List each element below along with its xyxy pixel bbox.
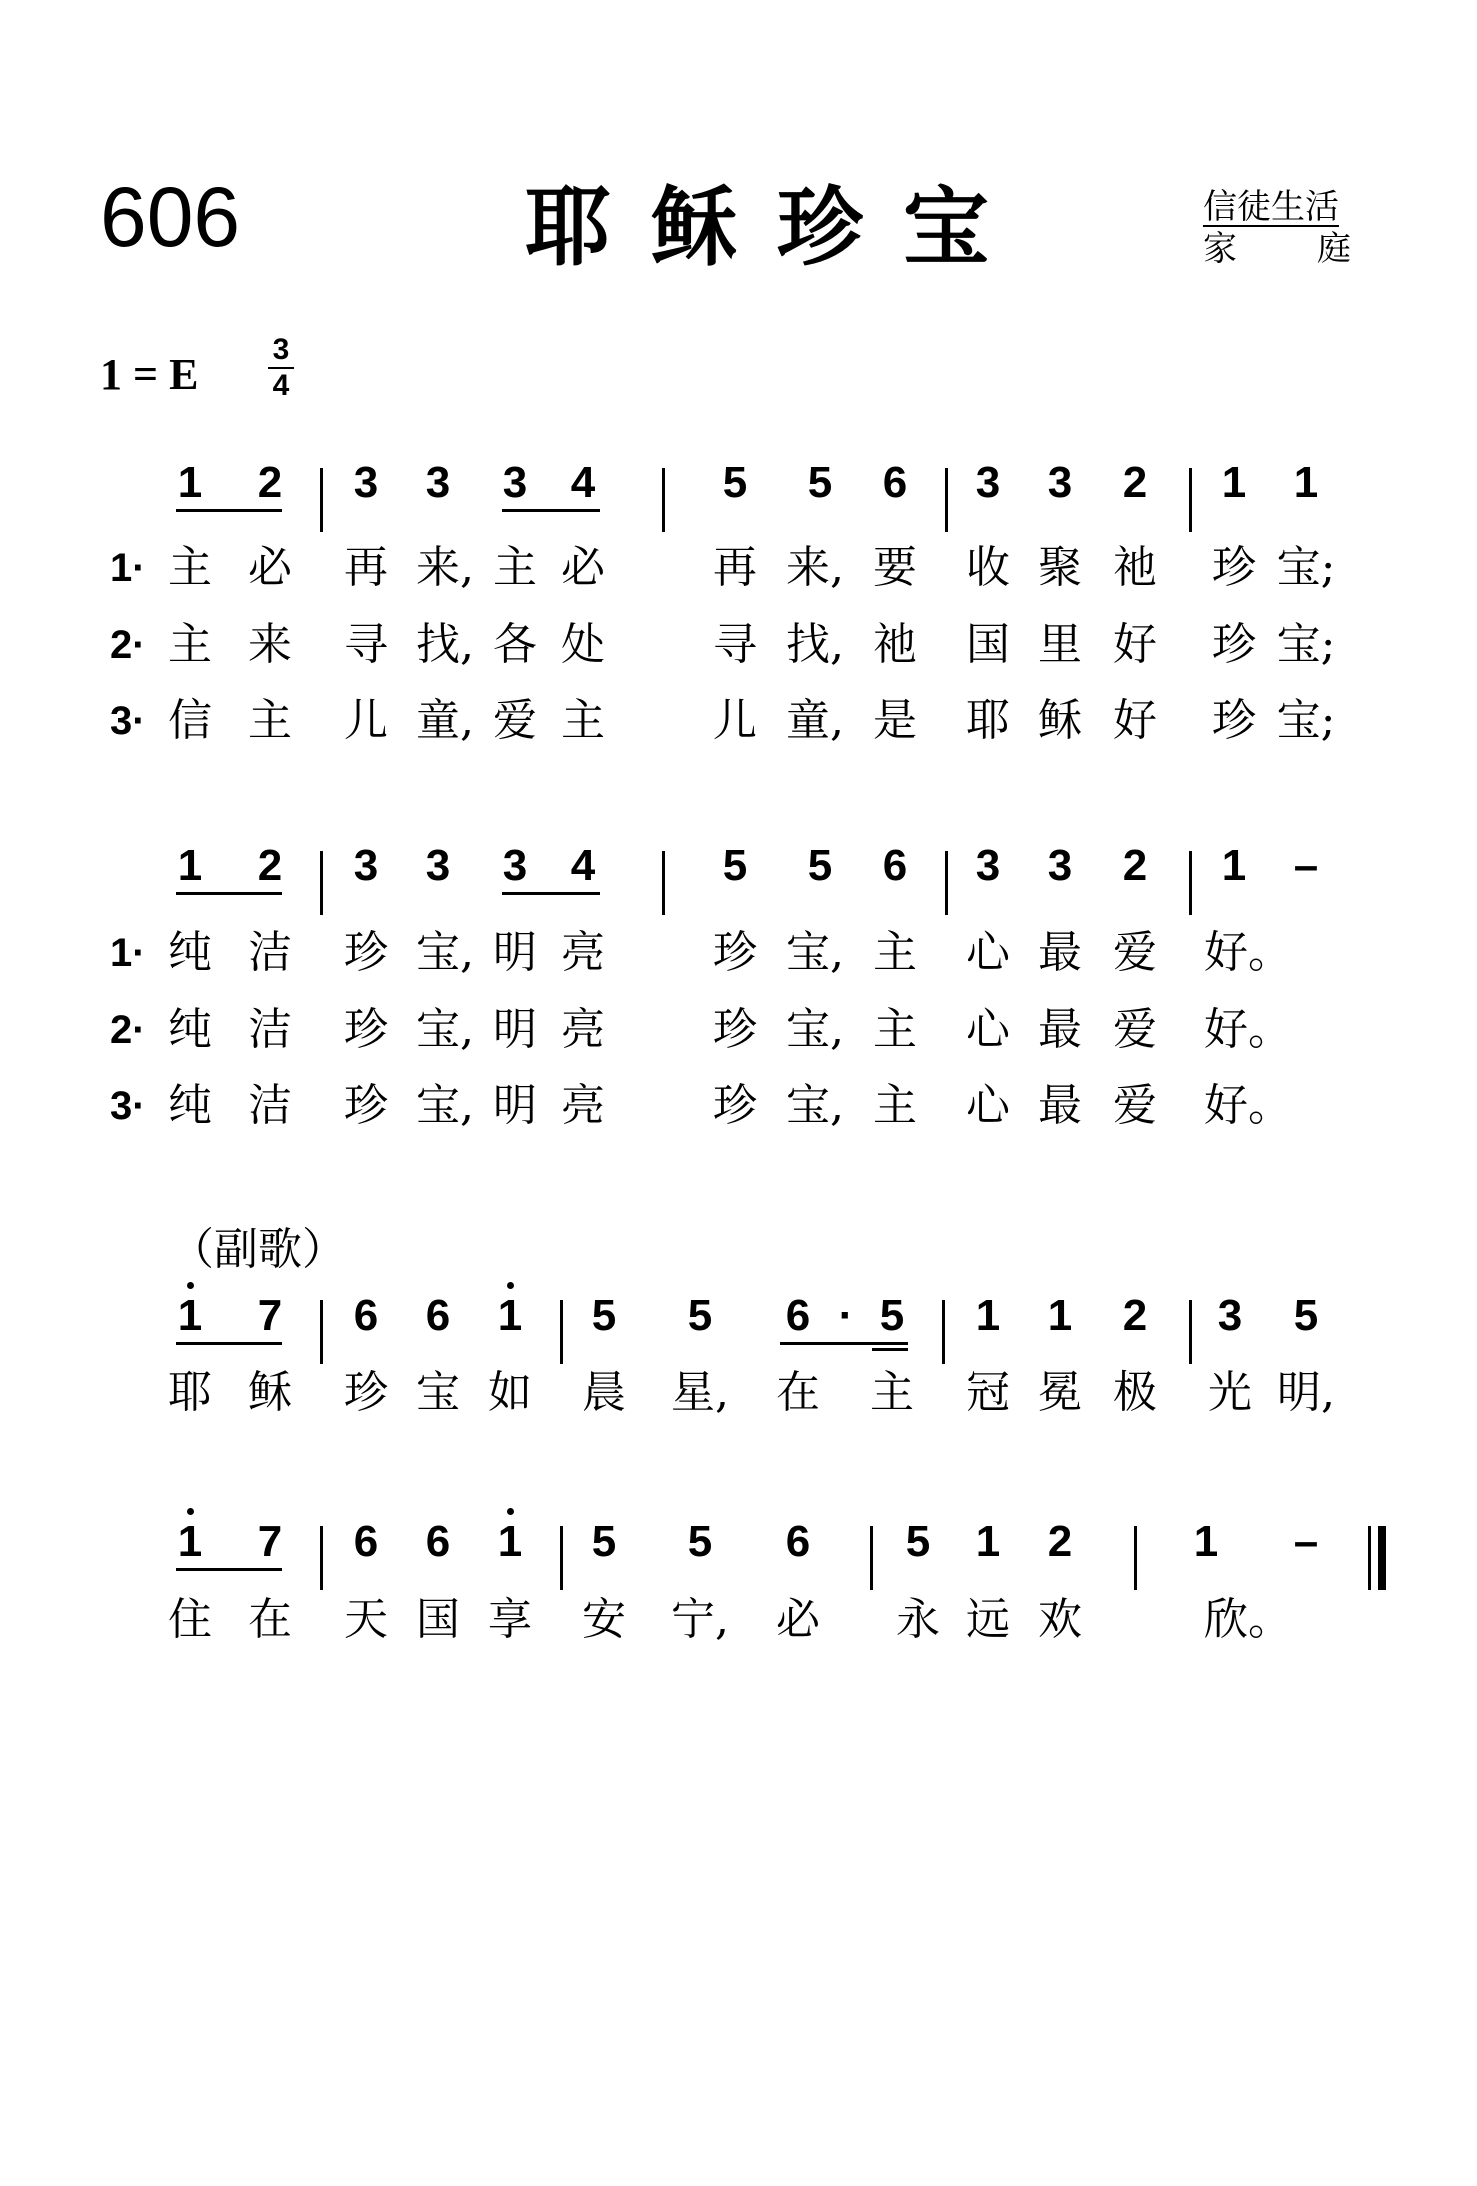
note: 5 bbox=[591, 1517, 617, 1566]
barline bbox=[1189, 851, 1192, 915]
note: 2 bbox=[1122, 841, 1148, 890]
lyric-syllable: 爱 bbox=[493, 695, 537, 746]
beam-underline bbox=[502, 892, 600, 895]
lyric-syllable: 祂 bbox=[1113, 542, 1157, 593]
lyric-syllable: 珍 bbox=[344, 1004, 388, 1055]
note: 3 bbox=[975, 841, 1001, 890]
note: · bbox=[838, 1291, 854, 1340]
lyric-syllable: 主 bbox=[561, 695, 605, 746]
lyric-syllable: 稣 bbox=[1038, 695, 1082, 746]
lyric-syllable: 欣。 bbox=[1204, 1594, 1292, 1645]
verse-number: 2· bbox=[110, 1008, 146, 1052]
chorus-label: （副歌） bbox=[170, 1224, 346, 1275]
lyric-syllable: 主 bbox=[168, 619, 212, 670]
lyric-syllable: 好。 bbox=[1204, 1080, 1292, 1131]
lyric-syllable: 爱 bbox=[1113, 1080, 1157, 1131]
beam-underline bbox=[176, 509, 282, 512]
lyric-syllable: 收 bbox=[966, 542, 1010, 593]
note: 1 bbox=[497, 1517, 523, 1566]
lyric-syllable: 国 bbox=[966, 619, 1010, 670]
lyric-syllable: 儿 bbox=[344, 695, 388, 746]
lyric-syllable: 宝; bbox=[1276, 619, 1336, 670]
note: 2 bbox=[1122, 1291, 1148, 1340]
note: 3 bbox=[425, 841, 451, 890]
lyric-syllable: 宝 bbox=[416, 1367, 460, 1418]
lyric-syllable: 找, bbox=[786, 619, 844, 670]
lyric-syllable: 宝; bbox=[1276, 695, 1336, 746]
note: 3 bbox=[975, 458, 1001, 507]
verse-number: 1· bbox=[110, 931, 146, 975]
lyric-syllable: 珍 bbox=[713, 1004, 757, 1055]
lyric-syllable: 各 bbox=[493, 619, 537, 670]
key-signature: 1 = E bbox=[100, 350, 199, 399]
hymn-number: 606 bbox=[100, 170, 241, 264]
note: 1 bbox=[177, 1291, 203, 1340]
note: 1 bbox=[1193, 1517, 1219, 1566]
barline bbox=[1134, 1526, 1137, 1590]
barline bbox=[662, 851, 665, 915]
note: 7 bbox=[257, 1291, 283, 1340]
note: 5 bbox=[879, 1291, 905, 1340]
lyric-syllable: 安 bbox=[582, 1594, 626, 1645]
note: 6 bbox=[785, 1517, 811, 1566]
lyric-syllable: 寻 bbox=[344, 619, 388, 670]
note: 7 bbox=[257, 1517, 283, 1566]
final-barline-thin bbox=[1368, 1526, 1371, 1590]
barline bbox=[945, 468, 948, 532]
note: 3 bbox=[353, 841, 379, 890]
octave-dot bbox=[507, 1508, 514, 1515]
lyric-syllable: 处 bbox=[561, 619, 605, 670]
hymn-subcategory bbox=[1203, 229, 1351, 269]
lyric-syllable: 纯 bbox=[168, 1080, 212, 1131]
lyric-syllable: 心 bbox=[966, 1080, 1010, 1131]
note: – bbox=[1293, 841, 1319, 890]
lyric-syllable: 主 bbox=[493, 542, 537, 593]
final-barline-thick bbox=[1378, 1526, 1386, 1590]
lyric-syllable: 最 bbox=[1038, 1004, 1082, 1055]
lyric-syllable: 宝, bbox=[416, 1004, 474, 1055]
lyric-syllable: 宝, bbox=[416, 927, 474, 978]
note: 6 bbox=[353, 1291, 379, 1340]
note: 5 bbox=[807, 841, 833, 890]
note: 3 bbox=[502, 458, 528, 507]
lyric-syllable: 主 bbox=[248, 695, 292, 746]
lyric-syllable: 珍 bbox=[1212, 542, 1256, 593]
lyric-syllable: 信 bbox=[168, 695, 212, 746]
lyric-syllable: 宝, bbox=[416, 1080, 474, 1131]
lyric-syllable: 永 bbox=[896, 1594, 940, 1645]
subcategory-char-1: 家 bbox=[1203, 229, 1237, 269]
lyric-syllable: 远 bbox=[966, 1594, 1010, 1645]
note: 6 bbox=[882, 841, 908, 890]
lyric-syllable: 珍 bbox=[344, 1080, 388, 1131]
lyric-syllable: 亮 bbox=[561, 927, 605, 978]
note: 2 bbox=[1122, 458, 1148, 507]
lyric-syllable: 住 bbox=[168, 1594, 212, 1645]
lyric-syllable: 如 bbox=[488, 1367, 532, 1418]
note: 5 bbox=[687, 1517, 713, 1566]
lyric-syllable: 来, bbox=[786, 542, 844, 593]
lyric-syllable: 珍 bbox=[344, 927, 388, 978]
lyric-syllable: 欢 bbox=[1038, 1594, 1082, 1645]
lyric-syllable: 要 bbox=[873, 542, 917, 593]
lyric-syllable: 来 bbox=[248, 619, 292, 670]
note: 6 bbox=[882, 458, 908, 507]
lyric-syllable: 天 bbox=[344, 1594, 388, 1645]
lyric-syllable: 宝, bbox=[786, 1004, 844, 1055]
lyric-syllable: 心 bbox=[966, 1004, 1010, 1055]
lyric-syllable: 洁 bbox=[248, 927, 292, 978]
barline bbox=[1189, 1300, 1192, 1364]
lyric-syllable: 最 bbox=[1038, 1080, 1082, 1131]
octave-dot bbox=[187, 1508, 194, 1515]
lyric-syllable: 洁 bbox=[248, 1004, 292, 1055]
lyric-syllable: 宝, bbox=[786, 1080, 844, 1131]
lyric-syllable: 宝; bbox=[1276, 542, 1336, 593]
note: 5 bbox=[687, 1291, 713, 1340]
beam-underline bbox=[872, 1348, 908, 1351]
barline bbox=[320, 468, 323, 532]
barline bbox=[942, 1300, 945, 1364]
lyric-syllable: 爱 bbox=[1113, 927, 1157, 978]
lyric-syllable: 享 bbox=[488, 1594, 532, 1645]
lyric-syllable: 找, bbox=[416, 619, 474, 670]
lyric-syllable: 童, bbox=[416, 695, 474, 746]
note: 4 bbox=[570, 841, 596, 890]
note: 5 bbox=[807, 458, 833, 507]
note: 1 bbox=[177, 458, 203, 507]
lyric-syllable: 必 bbox=[561, 542, 605, 593]
barline bbox=[945, 851, 948, 915]
beam-underline bbox=[176, 892, 282, 895]
lyric-syllable: 再 bbox=[344, 542, 388, 593]
note: 1 bbox=[177, 841, 203, 890]
lyric-syllable: 珍 bbox=[1212, 695, 1256, 746]
verse-number: 3· bbox=[110, 699, 146, 743]
lyric-syllable: 极 bbox=[1113, 1367, 1157, 1418]
octave-dot bbox=[507, 1282, 514, 1289]
lyric-syllable: 珍 bbox=[713, 1080, 757, 1131]
lyric-syllable: 洁 bbox=[248, 1080, 292, 1131]
note: 6 bbox=[425, 1517, 451, 1566]
lyric-syllable: 耶 bbox=[966, 695, 1010, 746]
note: 6 bbox=[353, 1517, 379, 1566]
lyric-syllable: 聚 bbox=[1038, 542, 1082, 593]
lyric-syllable: 晨 bbox=[582, 1367, 626, 1418]
time-signature-top: 3 bbox=[272, 333, 290, 366]
note: 3 bbox=[502, 841, 528, 890]
note: 1 bbox=[1221, 458, 1247, 507]
beam-underline bbox=[502, 509, 600, 512]
lyric-syllable: 在 bbox=[776, 1367, 820, 1418]
note: 5 bbox=[591, 1291, 617, 1340]
lyric-syllable: 主 bbox=[873, 1080, 917, 1131]
lyric-syllable: 好 bbox=[1113, 619, 1157, 670]
note: 5 bbox=[722, 841, 748, 890]
verse-number: 2· bbox=[110, 623, 146, 667]
barline bbox=[662, 468, 665, 532]
note: 5 bbox=[722, 458, 748, 507]
subcategory-char-2: 庭 bbox=[1317, 229, 1351, 269]
lyric-syllable: 纯 bbox=[168, 1004, 212, 1055]
lyric-syllable: 主 bbox=[873, 927, 917, 978]
beam-underline bbox=[780, 1342, 908, 1345]
lyric-syllable: 祂 bbox=[873, 619, 917, 670]
barline bbox=[320, 1300, 323, 1364]
barline bbox=[870, 1526, 873, 1590]
lyric-syllable: 珍 bbox=[344, 1367, 388, 1418]
lyric-syllable: 最 bbox=[1038, 927, 1082, 978]
note: 3 bbox=[1047, 841, 1073, 890]
lyric-syllable: 亮 bbox=[561, 1004, 605, 1055]
lyric-syllable: 主 bbox=[168, 542, 212, 593]
note: 4 bbox=[570, 458, 596, 507]
note: 3 bbox=[1047, 458, 1073, 507]
note: 1 bbox=[1047, 1291, 1073, 1340]
barline bbox=[320, 851, 323, 915]
lyric-syllable: 明, bbox=[1277, 1367, 1335, 1418]
lyric-syllable: 珍 bbox=[1212, 619, 1256, 670]
lyric-syllable: 冕 bbox=[1038, 1367, 1082, 1418]
lyric-syllable: 里 bbox=[1038, 619, 1082, 670]
lyric-syllable: 冠 bbox=[966, 1367, 1010, 1418]
note: 5 bbox=[1293, 1291, 1319, 1340]
lyric-syllable: 宁, bbox=[671, 1594, 729, 1645]
lyric-syllable: 心 bbox=[966, 927, 1010, 978]
note: 3 bbox=[425, 458, 451, 507]
lyric-syllable: 稣 bbox=[248, 1367, 292, 1418]
lyric-syllable: 童, bbox=[786, 695, 844, 746]
lyric-syllable: 光 bbox=[1208, 1367, 1252, 1418]
lyric-syllable: 主 bbox=[873, 1004, 917, 1055]
lyric-syllable: 儿 bbox=[713, 695, 757, 746]
lyric-syllable: 明 bbox=[493, 1080, 537, 1131]
note: 1 bbox=[1221, 841, 1247, 890]
lyric-syllable: 耶 bbox=[168, 1367, 212, 1418]
lyric-syllable: 来, bbox=[416, 542, 474, 593]
hymn-title: 耶稣珍宝 bbox=[525, 178, 1029, 278]
lyric-syllable: 纯 bbox=[168, 927, 212, 978]
note: – bbox=[1293, 1517, 1319, 1566]
hymn-category: 信徒生活 bbox=[1203, 187, 1339, 227]
note: 1 bbox=[1293, 458, 1319, 507]
lyric-syllable: 爱 bbox=[1113, 1004, 1157, 1055]
lyric-syllable: 是 bbox=[873, 695, 917, 746]
note: 3 bbox=[1217, 1291, 1243, 1340]
lyric-syllable: 国 bbox=[416, 1594, 460, 1645]
note: 2 bbox=[1047, 1517, 1073, 1566]
beam-underline bbox=[176, 1568, 282, 1571]
note: 6 bbox=[425, 1291, 451, 1340]
note: 1 bbox=[975, 1291, 1001, 1340]
note: 1 bbox=[177, 1517, 203, 1566]
lyric-syllable: 明 bbox=[493, 1004, 537, 1055]
lyric-syllable: 星, bbox=[671, 1367, 729, 1418]
note: 3 bbox=[353, 458, 379, 507]
lyric-syllable: 明 bbox=[493, 927, 537, 978]
lyric-syllable: 亮 bbox=[561, 1080, 605, 1131]
verse-number: 1· bbox=[110, 546, 146, 590]
octave-dot bbox=[187, 1282, 194, 1289]
note: 1 bbox=[975, 1517, 1001, 1566]
lyric-syllable: 好 bbox=[1113, 695, 1157, 746]
note: 6 bbox=[785, 1291, 811, 1340]
barline bbox=[560, 1526, 563, 1590]
barline bbox=[1189, 468, 1192, 532]
lyric-syllable: 寻 bbox=[713, 619, 757, 670]
lyric-syllable: 宝, bbox=[786, 927, 844, 978]
lyric-syllable: 主 bbox=[870, 1367, 914, 1418]
time-signature-bottom: 4 bbox=[272, 369, 290, 402]
barline bbox=[320, 1526, 323, 1590]
note: 2 bbox=[257, 458, 283, 507]
lyric-syllable: 再 bbox=[713, 542, 757, 593]
lyric-syllable: 好。 bbox=[1204, 1004, 1292, 1055]
lyric-syllable: 珍 bbox=[713, 927, 757, 978]
barline bbox=[560, 1300, 563, 1364]
lyric-syllable: 在 bbox=[248, 1594, 292, 1645]
note: 5 bbox=[905, 1517, 931, 1566]
lyric-syllable: 必 bbox=[776, 1594, 820, 1645]
lyric-syllable: 必 bbox=[248, 542, 292, 593]
lyric-syllable: 好。 bbox=[1204, 927, 1292, 978]
time-signature bbox=[268, 335, 294, 401]
beam-underline bbox=[176, 1342, 282, 1345]
note: 2 bbox=[257, 841, 283, 890]
note: 1 bbox=[497, 1291, 523, 1340]
verse-number: 3· bbox=[110, 1084, 146, 1128]
